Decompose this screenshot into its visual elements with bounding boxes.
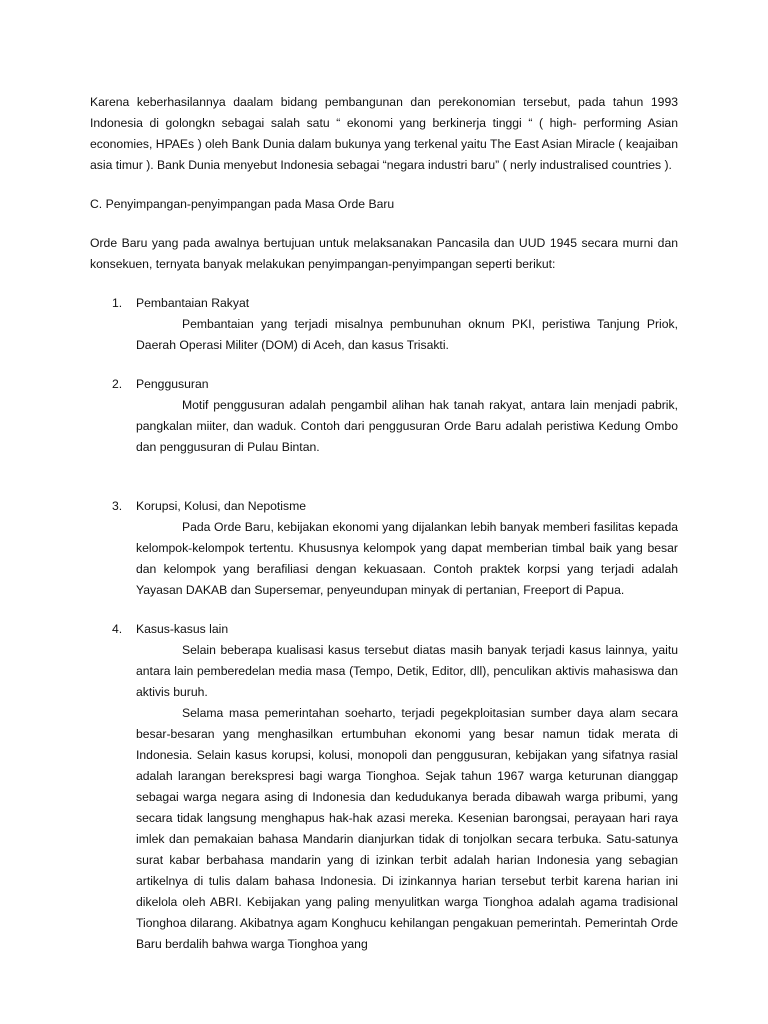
list-number: 1. bbox=[112, 296, 123, 310]
list-item-body: Pada Orde Baru, kebijakan ekonomi yang dijalankan lebih banyak memberi fasilitas kepada kelompok-kelompok tertentu. Khususnya kelompok yang dapat memberian timbal baik yang besar dan kelompok yang berafiliasi dengan kekuasaan. Contoh praktek korpsi yang terjadi adalah Yayasan DAKAB dan Supersemar, penyeundupan minyak di pertanian, Freeport di Papua. bbox=[136, 520, 678, 597]
deviation-list bbox=[90, 293, 678, 955]
list-item-body: Selama masa pemerintahan soeharto, terjadi pegekploitasian sumber daya alam secara besar-besaran yang menghasilkan ertumbuhan ekonomi yang besar namun tidak merata di Indonesia. Selain kasus korupsi, kolusi, monopoli dan penggusuran, kebijakan yang sifatnya rasial adalah larangan berekspresi bagi warga Tionghoa. Sejak tahun 1967 warga keturunan dianggap sebagai warga negara asing di Indonesia dan kedudukanya berada dibawah warga pribumi, yang secara tidak langsung menghapus hak-hak azasi mereka. Kesenian barongsai, perayaan hari raya imlek dan pemakaian bahasa Mandarin dianjurkan tidak di tonjolkan secara terbuka. Satu-satunya surat kabar berbahasa mandarin yang di izinkan terbit adalah harian Indonesia yang sebagian artikelnya di tulis dalam bahasa Indonesia. Di izinkannya harian tersebut terbit karena harian ini dikelola oleh ABRI. Kebijakan yang paling menyulitkan warga Tionghoa adalah agama tradisional Tionghoa dilarang. Akibatnya agam Konghucu kehilangan pengakuan pemerintah. Pemerintah Orde Baru berdalih bahwa warga Tionghoa yang bbox=[136, 706, 678, 951]
list-item bbox=[90, 619, 678, 955]
document-page bbox=[90, 92, 678, 955]
list-item-body: Pembantaian yang terjadi misalnya pembunuhan oknum PKI, peristiwa Tanjung Priok, Daerah Operasi Militer (DOM) di Aceh, dan kasus Trisakti. bbox=[136, 317, 678, 352]
list-item-body: Motif penggusuran adalah pengambil alihan hak tanah rakyat, antara lain menjadi pabrik, pangkalan miiter, dan waduk. Contoh dari penggusuran Orde Baru adalah peristiwa Kedung Ombo dan penggusuran di Pulau Bintan. bbox=[136, 398, 678, 454]
list-number: 2. bbox=[112, 377, 123, 391]
lead-paragraph: Orde Baru yang pada awalnya bertujuan untuk melaksanakan Pancasila dan UUD 1945 secara murni dan konsekuen, ternyata banyak melakukan penyimpangan-penyimpangan seperti berikut: bbox=[90, 236, 678, 271]
list-item-title: Kasus-kasus lain bbox=[136, 622, 229, 636]
list-item-title: Penggusuran bbox=[136, 377, 209, 391]
list-item bbox=[90, 293, 678, 356]
list-number: 3. bbox=[112, 499, 123, 513]
section-heading: C. Penyimpangan-penyimpangan pada Masa Orde Baru bbox=[90, 197, 395, 211]
intro-paragraph: Karena keberhasilannya daalam bidang pembangunan dan perekonomian tersebut, pada tahun 1993 Indonesia di golongkn sebagai salah satu “ ekonomi yang berkinerja tinggi “ ( high- performing Asian economies, HPAEs ) oleh Bank Dunia dalam bukunya yang terkenal yaitu The East Asian Miracle ( keajaiban asia timur ). Bank Dunia menyebut Indonesia sebagai “negara industri baru” ( nerly industralised countries ). bbox=[90, 95, 678, 172]
list-item-title: Korupsi, Kolusi, dan Nepotisme bbox=[136, 499, 307, 513]
list-item-title: Pembantaian Rakyat bbox=[136, 296, 250, 310]
list-item bbox=[90, 496, 678, 601]
list-item-body: Selain beberapa kualisasi kasus tersebut diatas masih banyak terjadi kasus lainnya, yaitu antara lain pemberedelan media masa (Tempo, Detik, Editor, dll), penculikan aktivis mahasiswa dan aktivis buruh. bbox=[136, 643, 678, 699]
list-item bbox=[90, 374, 678, 458]
list-number: 4. bbox=[112, 622, 123, 636]
